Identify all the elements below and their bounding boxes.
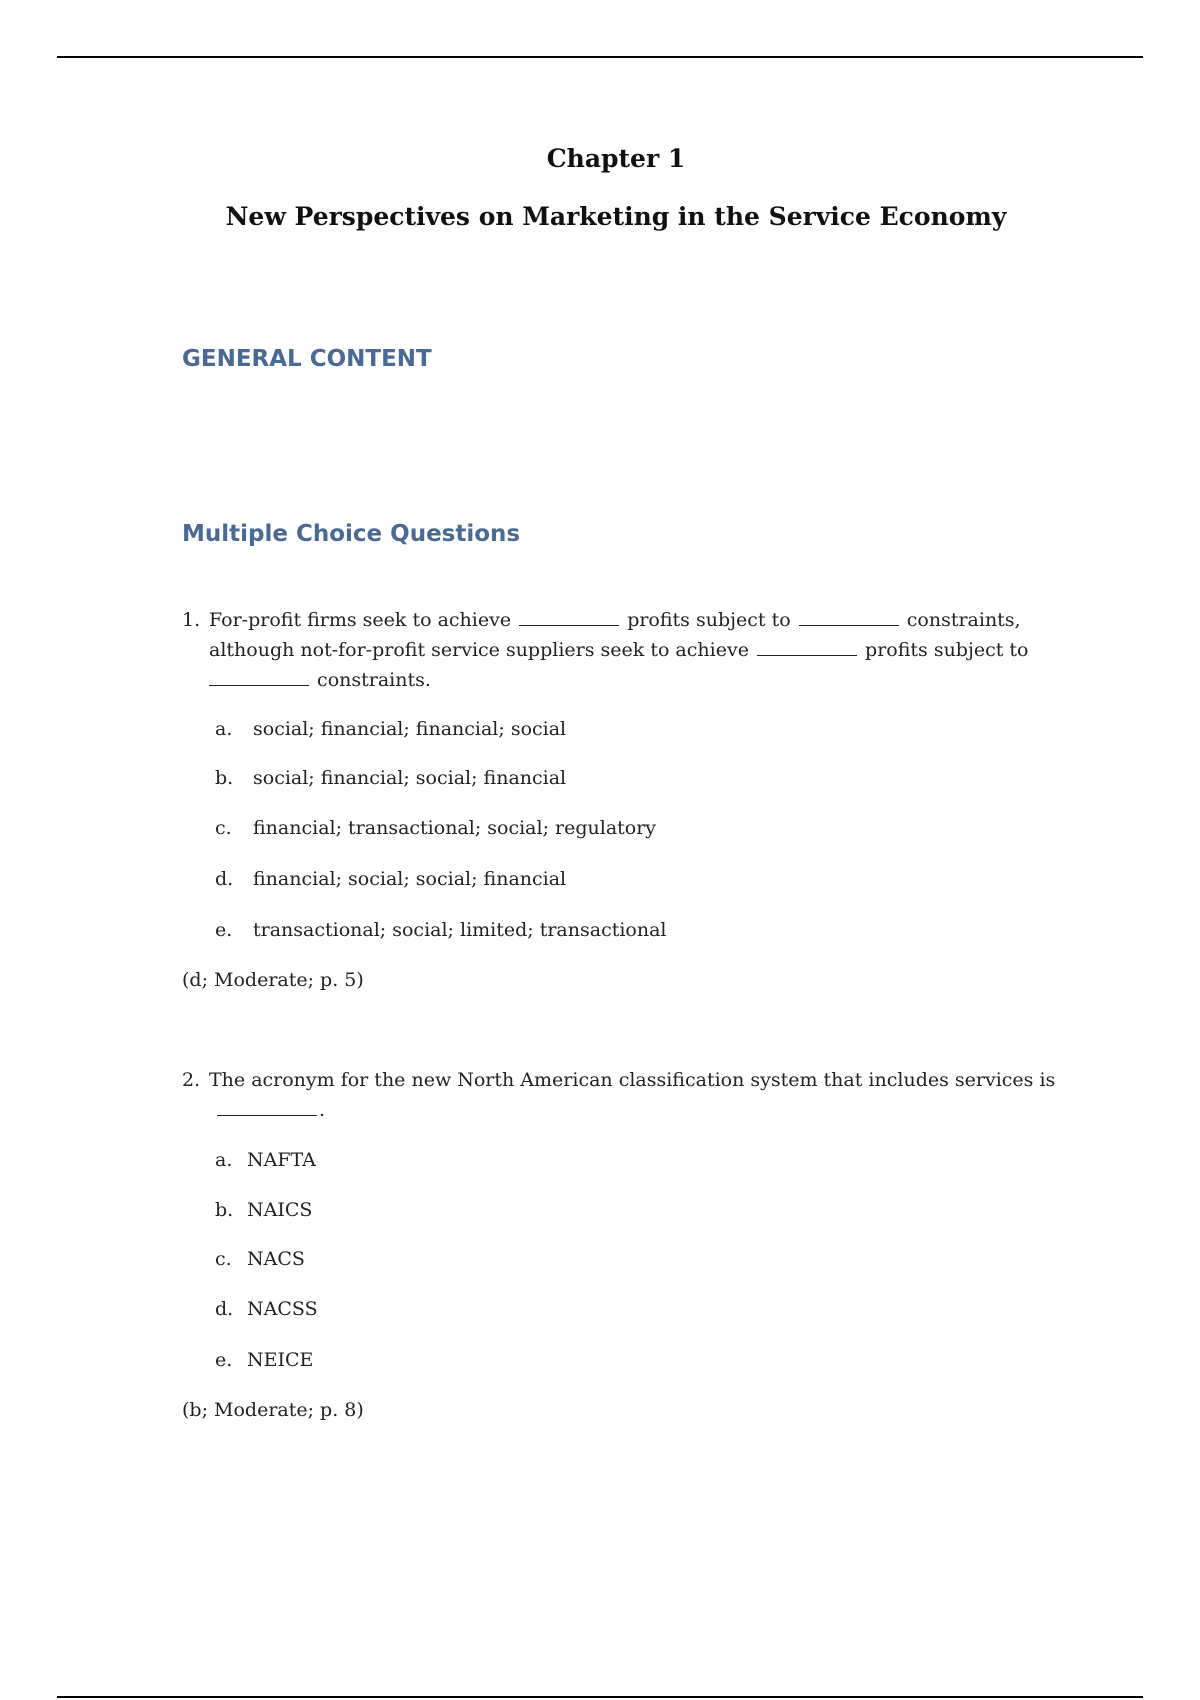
question-number: 2. xyxy=(182,1069,201,1091)
option-letter: e. xyxy=(215,919,233,941)
option-letter: e. xyxy=(215,1349,233,1371)
answer-blank xyxy=(217,1114,317,1116)
option-text: NAFTA xyxy=(247,1149,316,1171)
option-letter: a. xyxy=(215,1149,233,1171)
option-b xyxy=(215,764,566,792)
chapter-subtitle: New Perspectives on Marketing in the Service Economy xyxy=(225,202,1007,231)
option-letter: b. xyxy=(215,1199,234,1221)
option-letter: d. xyxy=(215,868,234,890)
option-text: social; financial; financial; social xyxy=(253,718,567,740)
option-letter: b. xyxy=(215,767,234,789)
top-rule xyxy=(57,56,1143,58)
answer-key: (b; Moderate; p. 8) xyxy=(182,1399,364,1421)
chapter-title: Chapter 1 xyxy=(546,144,686,173)
answer-blank xyxy=(757,654,857,656)
option-letter: a. xyxy=(215,718,233,740)
option-d xyxy=(215,1295,318,1323)
option-text: NEICE xyxy=(247,1349,314,1371)
option-a xyxy=(215,1146,316,1174)
multiple-choice-heading: Multiple Choice Questions xyxy=(182,521,521,547)
option-text: transactional; social; limited; transactional xyxy=(253,919,667,941)
general-content-heading: GENERAL CONTENT xyxy=(182,346,432,372)
bottom-rule xyxy=(57,1696,1143,1698)
answer-blank xyxy=(799,624,899,626)
question-text: For-profit firms seek to achieve profits subject to constraints, although not-for-profit service suppliers seek to achieve profits subject to constraints. xyxy=(209,609,1029,691)
option-letter: c. xyxy=(215,817,232,839)
option-e xyxy=(215,916,667,944)
option-text: NAICS xyxy=(247,1199,313,1221)
option-e xyxy=(215,1346,313,1374)
option-text: financial; social; social; financial xyxy=(253,868,567,890)
question-1 xyxy=(182,605,1062,695)
question-2 xyxy=(182,1065,1062,1125)
option-c xyxy=(215,1245,305,1273)
answer-key: (d; Moderate; p. 5) xyxy=(182,969,364,991)
option-letter: c. xyxy=(215,1248,232,1270)
option-b xyxy=(215,1196,312,1224)
answer-blank xyxy=(519,624,619,626)
question-text: The acronym for the new North American classification system that includes services is . xyxy=(209,1069,1056,1121)
option-text: NACSS xyxy=(247,1298,318,1320)
option-d xyxy=(215,865,566,893)
option-c xyxy=(215,814,656,842)
option-text: financial; transactional; social; regulatory xyxy=(253,817,657,839)
answer-blank xyxy=(209,684,309,686)
option-text: NACS xyxy=(247,1248,305,1270)
question-number: 1. xyxy=(182,609,201,631)
option-text: social; financial; social; financial xyxy=(253,767,567,789)
option-a xyxy=(215,715,566,743)
option-letter: d. xyxy=(215,1298,234,1320)
